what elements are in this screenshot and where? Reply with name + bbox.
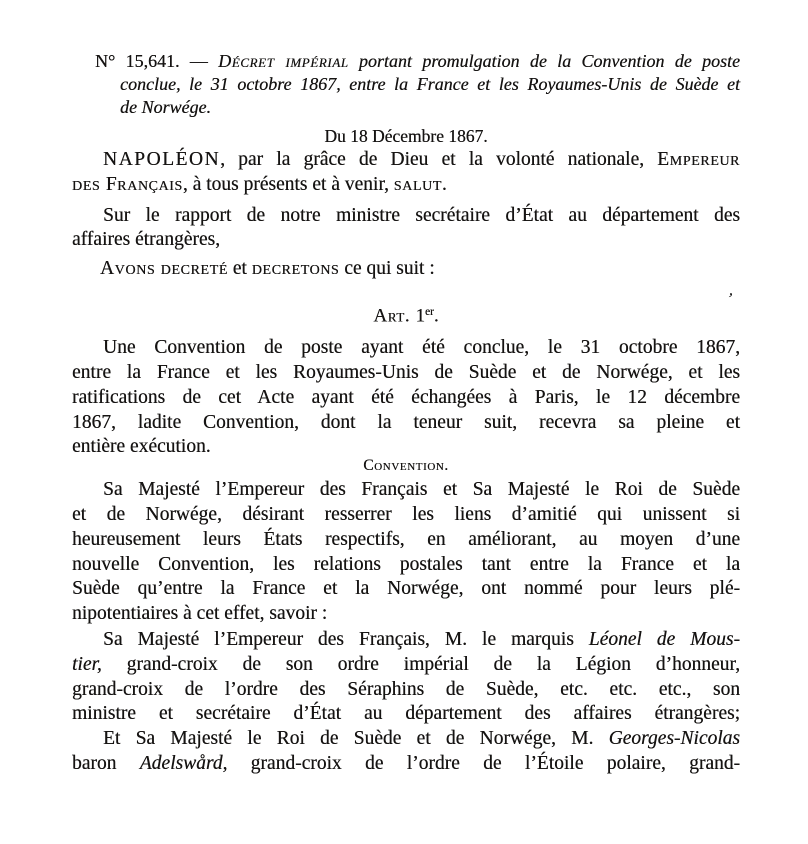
text-segment: Adelswård,: [139, 753, 228, 774]
text-segment: Sa Majesté l’Empereur des Français et Sa Majesté le Roi de Suède: [103, 479, 740, 501]
text-segment: ratifications de cet Acte ayant été échangées à Paris, le 12 décembre: [72, 386, 740, 408]
plenipotentiary-sweden-line: [72, 752, 740, 777]
text-segment: er: [424, 305, 434, 318]
text-segment: nipotentiaires à cet effet, savoir :: [72, 603, 328, 625]
text-segment: ce qui suit :: [339, 258, 435, 280]
text-segment: entière exécution.: [72, 436, 211, 458]
convention-preamble-line: [103, 478, 740, 503]
plenipotentiary-france-line: [72, 653, 740, 678]
text-segment: N° 15,641. —: [95, 51, 219, 71]
preamble-napoleon-line: [103, 148, 740, 173]
text-segment: entre la France et les Royaumes-Unis de Suède et de Norwége, et les: [72, 362, 740, 384]
article-1-text-line: [103, 336, 740, 361]
text-segment: baron: [72, 753, 140, 774]
text-segment: .: [441, 173, 447, 195]
text-segment: Et Sa Majesté le Roi de Suède et de Norwége, M.: [103, 728, 609, 750]
text-segment: de Norwége.: [120, 97, 211, 117]
text-segment: , à tous présents et à venir,: [182, 173, 394, 195]
decree-heading-line: [120, 73, 740, 96]
preamble-napoleon-line: [72, 173, 740, 198]
text-segment: grand-croix de son ordre impérial de la Légion d’honneur,: [101, 653, 740, 675]
text-segment: Sur le rapport de notre ministre secrétaire d’État au département des: [103, 204, 740, 226]
text-segment: Suède qu’entre la France et la Norwége, ont nommé pour leurs plé-: [72, 578, 740, 600]
text-segment: 1: [415, 305, 425, 327]
text-segment: heureusement leurs États respectifs, en améliorant, au moyen d’une: [72, 528, 740, 550]
text-segment: Décret impérial: [218, 51, 349, 71]
article-1-heading: [72, 300, 740, 328]
text-segment: 1867, ladite Convention, dont la teneur suit, recevra sa pleine et: [72, 411, 740, 433]
convention-preamble-line: [72, 602, 740, 627]
preamble-report-line: [103, 204, 740, 229]
decree-date: [72, 125, 740, 148]
text-segment: Une Convention de poste ayant été conclue, le 31 octobre 1867,: [103, 337, 740, 359]
text-segment: portant promulgation de la Convention de poste: [348, 51, 740, 71]
text-segment: et: [227, 258, 252, 280]
text-segment: salut: [393, 173, 442, 195]
text-segment: et de Norwége, désirant resserrer les liens d’amitié qui unissent si: [72, 504, 740, 526]
text-segment: decretons: [251, 258, 340, 280]
text-segment: Art.: [373, 305, 416, 327]
text-segment: , par la grâce de Dieu et la volonté nationale,: [220, 149, 658, 170]
convention-preamble-line: [72, 553, 740, 578]
convention-preamble-line: [72, 577, 740, 602]
text-segment: affaires étrangères,: [72, 229, 220, 251]
article-1-text-line: [72, 411, 740, 436]
text-segment: Georges-Nicolas: [608, 728, 740, 750]
text-segment: NAPOLÉON: [103, 149, 221, 170]
text-segment: Du 18 Décembre 1867.: [324, 126, 488, 146]
plenipotentiary-sweden-line: [103, 727, 740, 752]
text-segment: ministre et secrétaire d’État au département des affaires étrangères;: [72, 703, 740, 725]
decree-number-line: [95, 50, 740, 73]
plenipotentiary-france-line: [72, 702, 740, 727]
text-segment: .: [433, 305, 439, 327]
preamble-report-line: [72, 228, 740, 253]
plenipotentiary-france-line: [72, 678, 740, 703]
text-segment: Sa Majesté l’Empereur des Français, M. le marquis: [103, 629, 589, 651]
text-segment: Avons decreté: [100, 258, 228, 280]
convention-preamble-line: [72, 528, 740, 553]
article-1-text-line: [72, 361, 740, 386]
text-segment: conclue, le 31 octobre 1867, entre la France et les Royaumes-Unis de Suède et: [120, 74, 740, 94]
convention-preamble-line: [72, 503, 740, 528]
plenipotentiary-france-line: [103, 628, 740, 653]
decree-formula-line: [100, 257, 740, 282]
scan-artifact-mark: ‚: [727, 279, 737, 300]
text-segment: des Français: [72, 173, 183, 195]
text-segment: grand-croix de l’ordre de l’Étoile polaire, grand-: [227, 753, 740, 774]
text-segment: Léonel de Mous-: [588, 629, 740, 651]
article-1-text-line: [72, 386, 740, 411]
text-segment: grand-croix de l’ordre des Séraphins de Suède, etc. etc. etc., son: [72, 678, 740, 700]
text-segment: nouvelle Convention, les relations postales tant entre la France et la: [72, 553, 740, 575]
decree-heading-line: [120, 96, 740, 119]
text-segment: Empereur: [657, 149, 740, 170]
text-segment: tier,: [72, 653, 102, 675]
text-segment: Convention.: [363, 457, 449, 475]
